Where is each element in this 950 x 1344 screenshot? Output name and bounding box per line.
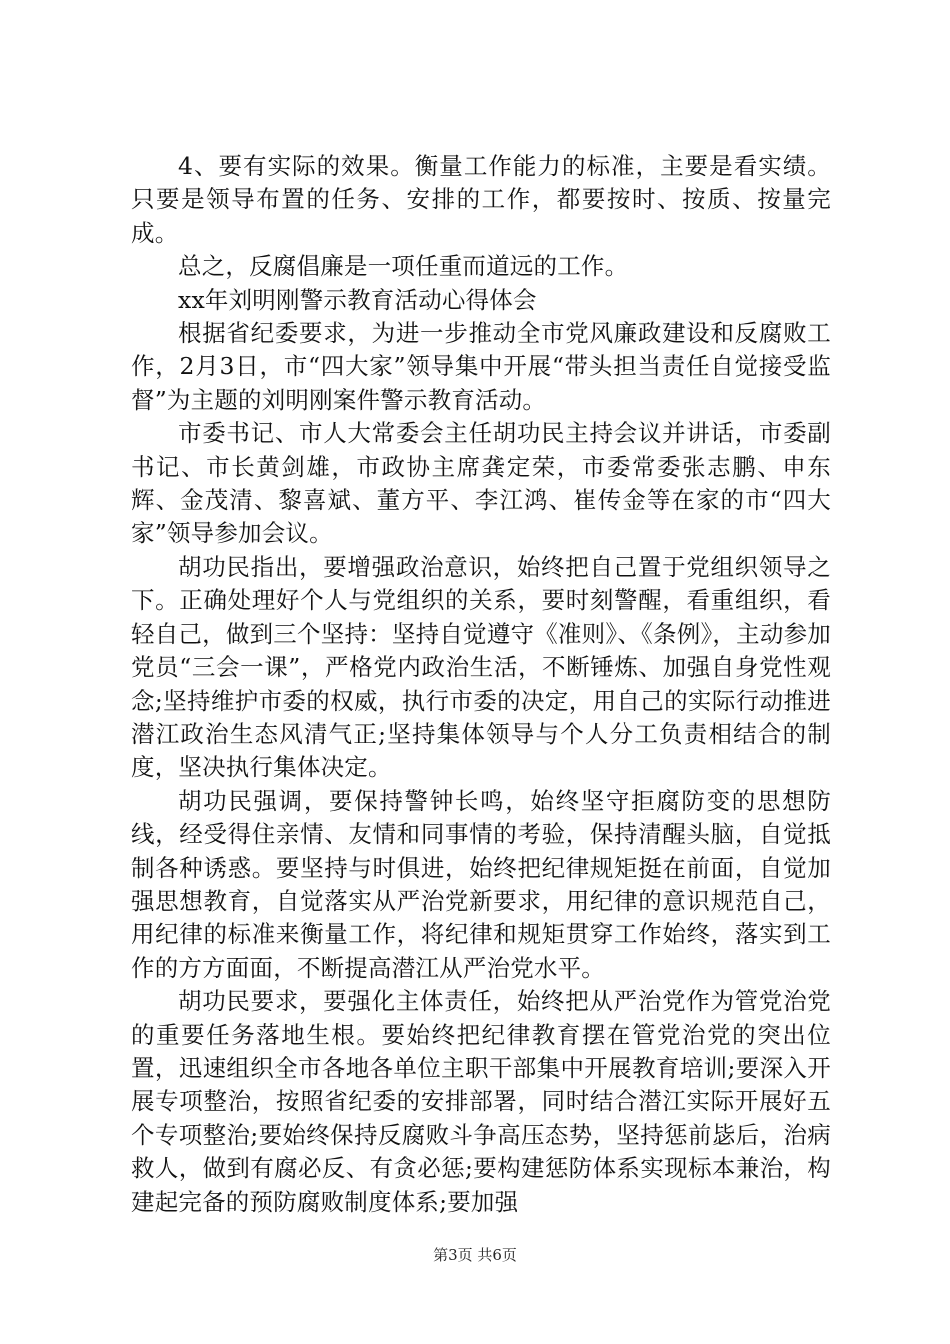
paragraph-main-responsibility: 胡功民要求，要强化主体责任，始终把从严治党作为管党治党的重要任务落地生根。要始终把纪律教育摆在管党治党的突出位置，迅速组织全市各地各单位主职干部集中开展教育培训;要深入开展专项整治，按照省纪委的安排部署，同时结合潜江实际开展好五个专项整治;要始终保持反腐败斗争高压态势，坚持惩前毖后，治病救人，做到有腐必反、有贪必惩;要构建惩防体系实现标本兼治，构建起完备的预防腐败制度体系;要加强	[131, 987, 831, 1216]
paragraph-summary: 总之，反腐倡廉是一项任重而道远的工作。	[178, 252, 629, 281]
paragraph-alarm-bell: 胡功民强调，要保持警钟长鸣，始终坚守拒腐防变的思想防线，经受得住亲情、友情和同事情的考验，保持清醒头脑，自觉抵制各种诱惑。要坚持与时俱进，始终把纪律规矩挺在前面，自觉加强思想教育，自觉落实从严治党新要求，用纪律的意识规范自己，用纪律的标准来衡量工作，将纪律和规矩贯穿工作始终，落实到工作的方方面面，不断提高潜江从严治党水平。	[131, 786, 831, 982]
paragraph-political-awareness: 胡功民指出，要增强政治意识，始终把自己置于党组织领导之下。正确处理好个人与党组织的关系，要时刻警醒，看重组织，看轻自己，做到三个坚持：坚持自觉遵守《准则》、《条例》，主动参加党员“三会一课”，严格党内政治生活，不断锤炼、加强自身党性观念;坚持维护市委的权威，执行市委的决定，用自己的实际行动推进潜江政治生态风清气正;坚持集体领导与个人分工负责相结合的制度，坚决执行集体决定。	[131, 552, 831, 782]
document-body	[131, 150, 831, 1219]
paragraph-intro: 根据省纪委要求，为进一步推动全市党风廉政建设和反腐败工作，2月3日，市“四大家”领导集中开展“带头担当责任自觉接受监督”为主题的刘明刚案件警示教育活动。	[131, 319, 831, 414]
page-footer	[0, 1244, 950, 1265]
page-number: 第3页 共6页	[433, 1246, 517, 1264]
section-title: xx年刘明刚警示教育活动心得体会	[178, 285, 537, 314]
paragraph-effect: 4、要有实际的效果。衡量工作能力的标准，主要是看实绩。只要是领导布置的任务、安排的工作，都要按时、按质、按量完成。	[131, 152, 831, 247]
paragraph-attendees: 市委书记、市人大常委会主任胡功民主持会议并讲话，市委副书记、市长黄剑雄，市政协主席龚定荣，市委常委张志鹏、申东辉、金茂清、黎喜斌、董方平、李江鸿、崔传金等在家的市“四大家”领导参加会议。	[131, 419, 831, 548]
